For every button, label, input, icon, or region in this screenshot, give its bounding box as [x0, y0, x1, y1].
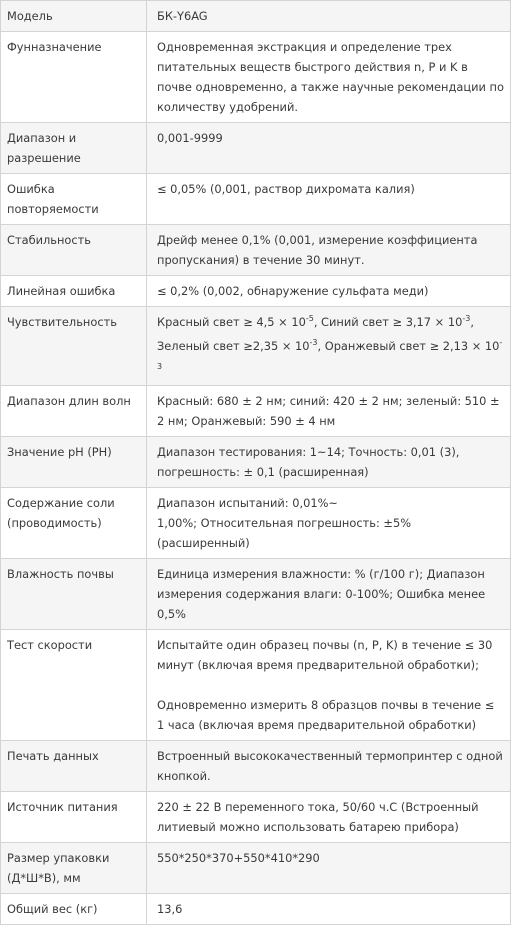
spec-row-salt	[1, 488, 511, 559]
spec-row-moisture	[1, 559, 511, 630]
spec-value: 13,6	[147, 894, 511, 925]
spec-value: БК-Y6AG	[147, 1, 511, 32]
sens-orange: , Оранжевый свет ≥ 2,13 × 10	[317, 339, 500, 353]
spec-value	[147, 488, 511, 559]
spec-label: Линейная ошибка	[1, 276, 147, 307]
spec-row-speed	[1, 630, 511, 741]
spec-row-model	[1, 1, 511, 32]
spec-value: 0,001-9999	[147, 123, 511, 174]
spec-row-weight	[1, 894, 511, 925]
spec-label: Общий вес (кг)	[1, 894, 147, 925]
spec-row-linear-error	[1, 276, 511, 307]
sens-blue: , Синий свет ≥ 3,17 × 10	[313, 315, 463, 329]
speed-paragraph-2: Одновременно измерить 8 образцов почвы в течение ≤ 1 часа (включая время предварительной обработки)	[157, 698, 495, 732]
spec-label: Стабильность	[1, 225, 147, 276]
sens-red: Красный свет ≥ 4,5 × 10	[157, 315, 306, 329]
spec-row-function	[1, 32, 511, 123]
spec-label: Значение pH (PH)	[1, 437, 147, 488]
spec-value: Красный: 680 ± 2 нм; синий: 420 ± 2 нм; зеленый: 510 ± 2 нм; Оранжевый: 590 ± 4 нм	[147, 386, 511, 437]
spec-value: ≤ 0,2% (0,002, обнаружение сульфата меди)	[147, 276, 511, 307]
sens-orange-exp: -3	[157, 338, 503, 371]
spec-value	[147, 307, 511, 386]
spec-value	[147, 630, 511, 741]
spec-row-stability	[1, 225, 511, 276]
spec-row-printing	[1, 741, 511, 792]
speed-paragraph-1: Испытайте один образец почвы (n, P, K) в течение ≤ 30 минут (включая время предварительной обработки);	[157, 638, 493, 672]
spec-row-repeatability	[1, 174, 511, 225]
spec-label: Содержание соли (проводимость)	[1, 488, 147, 559]
spec-value: 550*250*370+550*410*290	[147, 843, 511, 894]
sens-blue-exp: -3	[462, 314, 471, 323]
sens-green-exp: -3	[309, 338, 318, 347]
speed-paragraph-gap	[157, 675, 504, 695]
salt-line-2: 1,00%; Относительная погрешность: ±5% (расширенный)	[157, 516, 412, 550]
spec-label: Диапазон и разрешение	[1, 123, 147, 174]
sens-red-exp: -5	[305, 314, 314, 323]
spec-label: Влажность почвы	[1, 559, 147, 630]
spec-value: Одновременная экстракция и определение трех питательных веществ быстрого действия n, P и K в почве одновременно, а также научные рекомендации по количеству удобрений.	[147, 32, 511, 123]
salt-line-1: Диапазон испытаний: 0,01%~	[157, 496, 338, 510]
spec-label: Фунназначение	[1, 32, 147, 123]
spec-row-sensitivity	[1, 307, 511, 386]
spec-value: Дрейф менее 0,1% (0,001, измерение коэффициента пропускания) в течение 30 минут.	[147, 225, 511, 276]
spec-label: Источник питания	[1, 792, 147, 843]
spec-value: Диапазон тестирования: 1~14; Точность: 0,01 (3), погрешность: ± 0,1 (расширенная)	[147, 437, 511, 488]
spec-value: ≤ 0,05% (0,001, раствор дихромата калия)	[147, 174, 511, 225]
spec-label: Печать данных	[1, 741, 147, 792]
spec-value: Встроенный высококачественный термопринтер с одной кнопкой.	[147, 741, 511, 792]
spec-row-power	[1, 792, 511, 843]
spec-row-range	[1, 123, 511, 174]
spec-label: Чувствительность	[1, 307, 147, 386]
spec-value: Единица измерения влажности: % (г/100 г); Диапазон измерения содержания влаги: 0-100%; Ошибка менее 0,5%	[147, 559, 511, 630]
spec-label: Модель	[1, 1, 147, 32]
spec-label: Ошибка повторяемости	[1, 174, 147, 225]
spec-value: 220 ± 22 В переменного тока, 50/60 ч.С (Встроенный литиевый можно использовать батарею прибора)	[147, 792, 511, 843]
spec-label: Тест скорости	[1, 630, 147, 741]
spec-row-ph	[1, 437, 511, 488]
spec-row-package-size	[1, 843, 511, 894]
spec-row-wavelength	[1, 386, 511, 437]
sens-green: , Зеленый свет ≥2,35 × 10	[157, 315, 474, 353]
spec-label: Диапазон длин волн	[1, 386, 147, 437]
spec-label: Размер упаковки (Д*Ш*В), мм	[1, 843, 147, 894]
